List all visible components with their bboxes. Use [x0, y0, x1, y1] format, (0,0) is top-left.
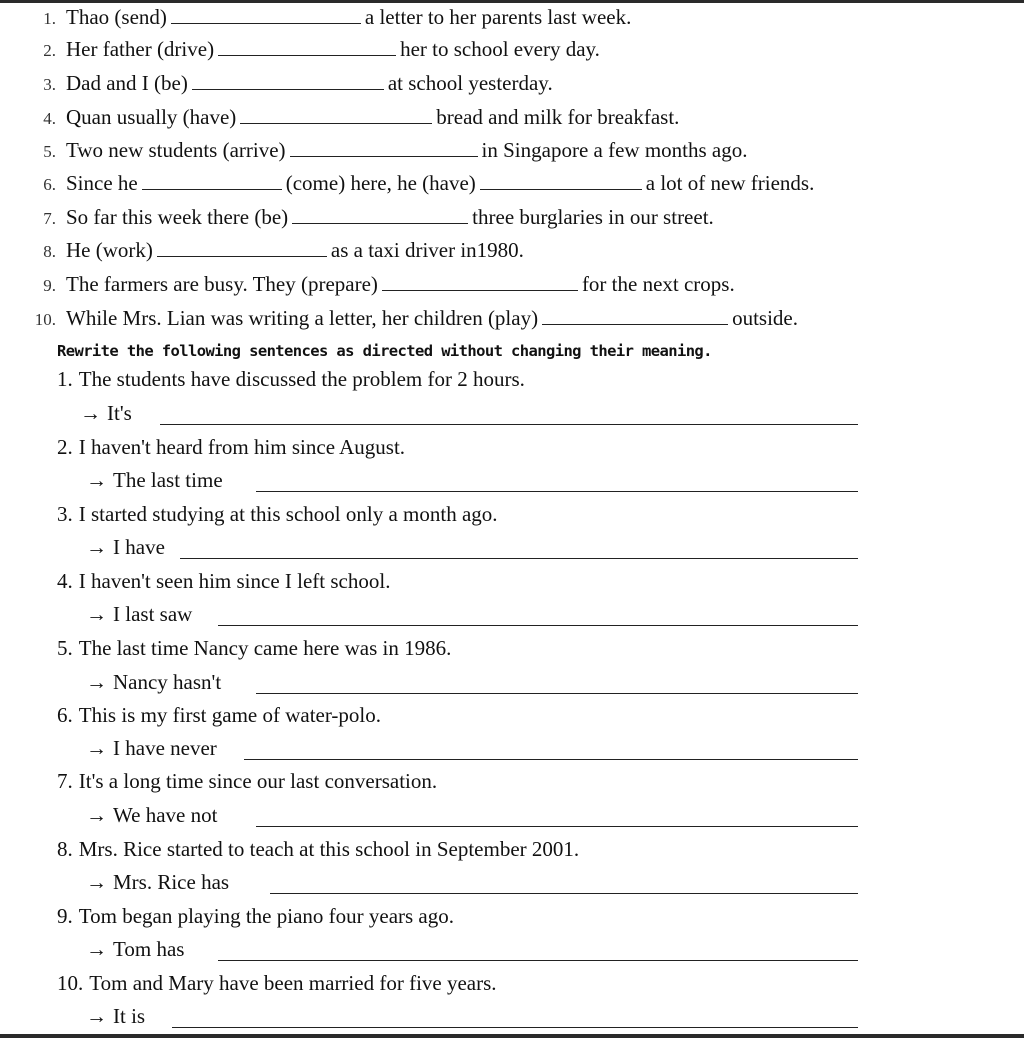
arrow-right-icon: →: [86, 670, 107, 694]
item-number: 8.: [57, 837, 73, 861]
item-number: 6.: [57, 703, 73, 727]
item-number: 3.: [57, 502, 73, 526]
item-text-after: in Singapore a few months ago.: [481, 138, 748, 162]
rewrite-prompt: The last time: [113, 468, 223, 492]
original-sentence: The last time Nancy came here was in 1986.: [78, 636, 452, 660]
original-sentence: This is my first game of water-polo.: [78, 703, 382, 727]
answer-blank[interactable]: [480, 167, 642, 190]
part2-item-3-sentence: [57, 497, 498, 531]
answer-blank[interactable]: [292, 201, 468, 224]
rewrite-prompt: Nancy hasn't: [113, 670, 222, 694]
item-number: 2.: [43, 41, 56, 60]
bottom-border: [0, 1034, 1024, 1038]
arrow-right-icon: →: [80, 401, 101, 425]
item-number: 9.: [57, 904, 73, 928]
item-number: 1.: [57, 367, 73, 391]
rewrite-answer-line[interactable]: [218, 625, 858, 626]
item-text-before: Quan usually (have): [66, 105, 237, 129]
part1-item-7: [0, 200, 714, 234]
item-text-after: three burglaries in our street.: [472, 205, 714, 229]
rewrite-answer-line[interactable]: [256, 826, 858, 827]
arrow-right-icon: →: [86, 937, 107, 961]
item-number: 2.: [57, 435, 73, 459]
rewrite-answer-line[interactable]: [256, 693, 858, 694]
original-sentence: I started studying at this school only a month ago.: [78, 502, 498, 526]
item-text-before: So far this week there (be): [66, 205, 289, 229]
item-text-after: outside.: [732, 306, 799, 330]
item-text-before: While Mrs. Lian was writing a letter, her children (play): [66, 306, 539, 330]
original-sentence: The students have discussed the problem for 2 hours.: [78, 367, 525, 391]
item-text-after: as a taxi driver in1980.: [330, 238, 524, 262]
part2-item-8-prompt: [86, 865, 229, 899]
rewrite-answer-line[interactable]: [218, 960, 858, 961]
part2-item-7-prompt: [86, 798, 217, 832]
part2-item-2-prompt: [86, 463, 223, 497]
rewrite-prompt: I last saw: [113, 602, 193, 626]
answer-blank[interactable]: [218, 33, 396, 56]
item-number: 5.: [43, 142, 56, 161]
part2-item-6-sentence: [57, 698, 381, 732]
part2-item-4-prompt: [86, 597, 192, 631]
part1-item-4: [0, 100, 679, 134]
part2-item-2-sentence: [57, 430, 405, 464]
item-text-before: Thao (send): [66, 5, 167, 29]
rewrite-prompt: Mrs. Rice has: [113, 870, 230, 894]
item-number: 9.: [43, 276, 56, 295]
part2-item-10-sentence: [57, 966, 497, 1000]
answer-blank[interactable]: [171, 1, 361, 24]
original-sentence: Tom began playing the piano four years ago.: [78, 904, 455, 928]
answer-blank[interactable]: [192, 67, 384, 90]
item-number: 5.: [57, 636, 73, 660]
part1-item-10: [0, 301, 798, 335]
item-text-after: bread and milk for breakfast.: [436, 105, 680, 129]
rewrite-prompt: It's: [107, 401, 132, 425]
part1-item-8: [0, 233, 524, 267]
item-text-after: a lot of new friends.: [645, 171, 815, 195]
rewrite-answer-line[interactable]: [180, 558, 858, 559]
rewrite-prompt: I have never: [113, 736, 217, 760]
part1-item-5: [0, 133, 748, 167]
item-text-before: Two new students (arrive): [66, 138, 286, 162]
arrow-right-icon: →: [86, 803, 107, 827]
original-sentence: Tom and Mary have been married for five years.: [89, 971, 497, 995]
arrow-right-icon: →: [86, 736, 107, 760]
rewrite-answer-line[interactable]: [270, 893, 858, 894]
part2-item-1-sentence: [57, 362, 525, 396]
item-text-after: a letter to her parents last week.: [364, 5, 632, 29]
item-text-before: Since he: [66, 171, 138, 195]
item-number: 4.: [57, 569, 73, 593]
part1-item-3: [0, 66, 553, 100]
item-number: 4.: [43, 109, 56, 128]
answer-blank[interactable]: [157, 234, 327, 257]
part1-item-6: [0, 166, 814, 200]
answer-blank[interactable]: [382, 268, 578, 291]
rewrite-answer-line[interactable]: [172, 1027, 858, 1028]
arrow-right-icon: →: [86, 468, 107, 492]
item-number: 1.: [43, 9, 56, 28]
original-sentence: I haven't seen him since I left school.: [78, 569, 391, 593]
part2-item-9-prompt: [86, 932, 184, 966]
rewrite-answer-line[interactable]: [256, 491, 858, 492]
part1-item-1: [0, 0, 631, 34]
answer-blank[interactable]: [142, 167, 282, 190]
item-text-before: Her father (drive): [66, 37, 215, 61]
part2-item-6-prompt: [86, 731, 217, 765]
original-sentence: I haven't heard from him since August.: [78, 435, 406, 459]
arrow-right-icon: →: [86, 535, 107, 559]
rewrite-prompt: We have not: [113, 803, 218, 827]
answer-blank[interactable]: [240, 101, 432, 124]
arrow-right-icon: →: [86, 602, 107, 626]
part1-item-2: [0, 32, 600, 66]
item-text-mid: (come) here, he (have): [285, 171, 476, 195]
section-instruction: Rewrite the following sentences as directed without changing their meaning.: [57, 342, 712, 360]
answer-blank[interactable]: [542, 302, 728, 325]
rewrite-prompt: It is: [113, 1004, 146, 1028]
item-text-after: at school yesterday.: [387, 71, 553, 95]
rewrite-prompt: Tom has: [113, 937, 185, 961]
answer-blank[interactable]: [290, 134, 478, 157]
item-number: 10.: [34, 310, 56, 329]
item-number: 7.: [57, 769, 73, 793]
original-sentence: Mrs. Rice started to teach at this school in September 2001.: [78, 837, 580, 861]
part2-item-1-prompt: [80, 396, 132, 430]
item-text-after: her to school every day.: [400, 37, 600, 61]
item-text-before: He (work): [66, 238, 153, 262]
part2-item-5-prompt: [86, 665, 221, 699]
rewrite-answer-line[interactable]: [160, 424, 858, 425]
part1-item-9: [0, 267, 735, 301]
rewrite-prompt: I have: [113, 535, 165, 559]
item-number: 10.: [57, 971, 84, 995]
rewrite-answer-line[interactable]: [244, 759, 858, 760]
part2-item-8-sentence: [57, 832, 579, 866]
item-text-before: Dad and I (be): [66, 71, 188, 95]
item-text-after: for the next crops.: [581, 272, 735, 296]
part2-item-10-prompt: [86, 999, 145, 1033]
item-number: 7.: [43, 209, 56, 228]
item-number: 8.: [43, 242, 56, 261]
item-text-before: The farmers are busy. They (prepare): [66, 272, 378, 296]
arrow-right-icon: →: [86, 870, 107, 894]
part2-item-5-sentence: [57, 631, 451, 665]
arrow-right-icon: →: [86, 1004, 107, 1028]
part2-item-7-sentence: [57, 764, 437, 798]
part2-item-4-sentence: [57, 564, 390, 598]
item-number: 3.: [43, 75, 56, 94]
item-number: 6.: [43, 175, 56, 194]
part2-item-9-sentence: [57, 899, 454, 933]
part2-item-3-prompt: [86, 530, 165, 564]
original-sentence: It's a long time since our last conversation.: [78, 769, 438, 793]
